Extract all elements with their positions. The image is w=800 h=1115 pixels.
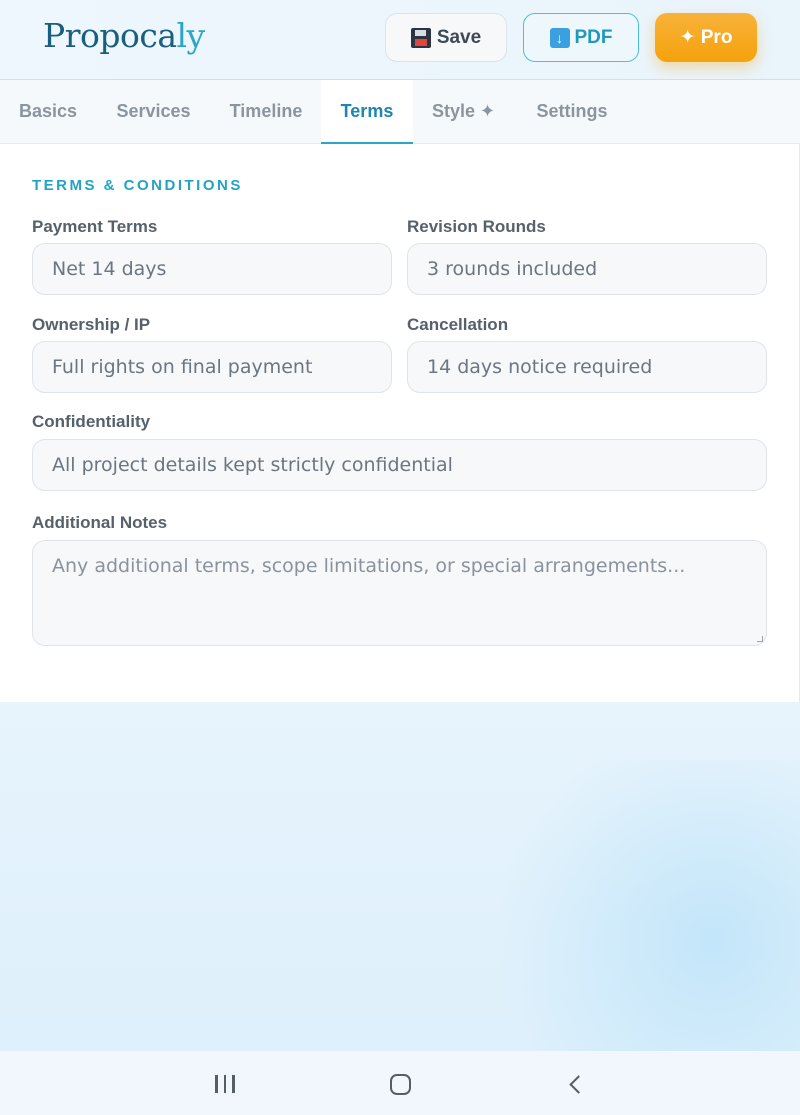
pro-upgrade-button[interactable] [655, 13, 757, 62]
confidentiality-label: Confidentiality [32, 412, 151, 431]
logo-text-primary: Propoca [43, 16, 177, 55]
ownership-label: Ownership / IP [32, 315, 151, 334]
additional-notes-label: Additional Notes [32, 513, 168, 532]
additional-notes-placeholder: Any additional terms, scope limitations, or special arrangements... [52, 555, 686, 577]
floppy-disk-icon [411, 28, 431, 48]
terms-form-card [0, 144, 800, 702]
app-header [0, 0, 800, 80]
save-button-label: Save [436, 26, 482, 48]
pro-button-label: ✦ Pro [679, 27, 733, 48]
pdf-button-label: PDF [574, 26, 613, 48]
recent-apps-button[interactable] [205, 1069, 245, 1099]
confidentiality-input[interactable]: All project details kept strictly confidential [32, 439, 767, 491]
home-button[interactable] [380, 1069, 420, 1099]
recents-icon [215, 1075, 218, 1093]
tab-terms[interactable]: Terms [321, 80, 413, 144]
save-button[interactable] [385, 13, 507, 62]
cancellation-input[interactable]: 14 days notice required [407, 341, 767, 393]
tab-basics[interactable]: Basics [18, 101, 78, 121]
ownership-input[interactable]: Full rights on final payment [32, 341, 392, 393]
resize-handle-icon[interactable] [757, 636, 763, 642]
logo-text-accent: ly [176, 16, 205, 55]
revision-rounds-input[interactable]: 3 rounds included [407, 243, 767, 295]
system-nav-bar [0, 1051, 800, 1115]
back-chevron-icon [569, 1075, 587, 1093]
revision-rounds-label: Revision Rounds [407, 217, 546, 236]
pdf-export-button[interactable] [523, 13, 639, 62]
section-title: TERMS & CONDITIONS [32, 177, 243, 194]
payment-terms-input[interactable]: Net 14 days [32, 243, 392, 295]
tab-bar [0, 80, 800, 144]
tab-style[interactable]: Style ✦ [431, 101, 496, 121]
download-arrow-icon: ↓ [550, 28, 570, 48]
additional-notes-textarea[interactable] [32, 540, 767, 646]
home-icon [390, 1074, 411, 1095]
payment-terms-label: Payment Terms [32, 217, 158, 236]
recents-icon-bar [224, 1075, 227, 1093]
app-logo [43, 16, 205, 55]
recents-icon-bar [232, 1075, 235, 1093]
tab-settings[interactable]: Settings [536, 101, 608, 121]
cancellation-label: Cancellation [407, 315, 509, 334]
tab-timeline[interactable]: Timeline [229, 101, 303, 121]
tab-services[interactable]: Services [116, 101, 191, 121]
back-button[interactable] [555, 1069, 595, 1099]
